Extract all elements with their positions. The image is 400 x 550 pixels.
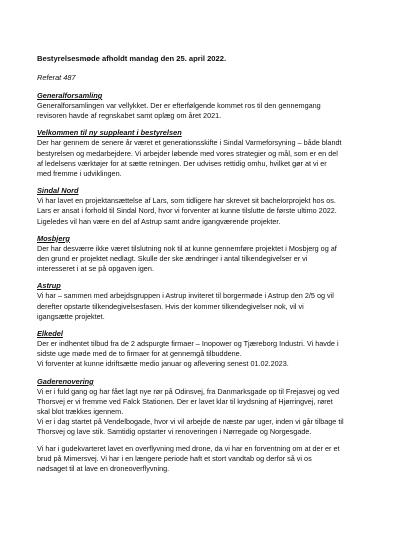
paragraph-line: Generalforsamlingen var vellykket. Der er efterfølgende kommet ros til den gennemgang <box>37 101 321 110</box>
paragraph-line: Vi er i fuld gang og har fået lagt nye rør på Odinsvej, fra Danmarksgade op til Frejasvej og ved <box>37 386 340 396</box>
section-generalforsamling <box>37 91 364 121</box>
paragraph-line: Lars er ansat i forhold til Sindal Nord, hvor vi forventer at kunne tilslutte de første ultimo 2022. <box>37 206 337 216</box>
paragraph-line: med fremme i udviklingen. <box>37 169 122 179</box>
section-heading: Sindal Nord <box>37 186 79 196</box>
paragraph-line: Vi forventer at kunne idriftsætte medio januar og aflevering senest 01.02.2023. <box>37 359 289 369</box>
section-heading: Velkommen til ny suppleant i bestyrelsen <box>37 128 182 138</box>
section-elkedel <box>37 329 364 370</box>
section-heading: Mosbjerg <box>37 233 70 243</box>
paragraph-line: Thorsvej er vi fremme ved Falck Stationen. Der er lavet klar til krydsning af Hjørringvej, røret <box>37 396 333 406</box>
section-mosbjerg <box>37 234 364 275</box>
paragraph-line: bestyrelsen og medarbejdere. Vi arbejder løbende med vores strategier og mål, som er en del <box>37 148 338 158</box>
paragraph-line: Vi har – sammen med arbejdsgruppen i Astrup inviteret til borgermøde i Astrup den 2/5 og vil <box>37 291 334 301</box>
paragraph-line: Vi er i dag startet på Vendelbogade, hvor vi vil arbejde de næste par uger, inden vi går tilbage til <box>37 417 344 427</box>
paragraph-line: revisoren havde af regnskabet samt oplæg om året 2021. <box>37 111 222 121</box>
paragraph-line: brud på Mimersvej. Vi har i en længere periode haft et stort vandtab og derfor så vi os <box>37 453 312 463</box>
section-gaderenovering <box>37 377 364 475</box>
paragraph-line: sidste uge møde med de to firmaer for at gennemgå tilbuddene. <box>37 349 242 359</box>
paragraph-line: derefter opstarte tilkendegivelsesfasen. Hvis der kommer tilkendegivelser nok, vil vi <box>37 301 304 311</box>
paragraph-line: igangsætte projektet. <box>37 311 105 321</box>
paragraph-line: Thorsvej og lave stik. Samtidig opstarter vi renoveringen i Nørregade og Norgesgade. <box>37 427 312 437</box>
section-heading: Generalforsamling <box>37 91 103 100</box>
paragraph-line: den grund er projektet nedlagt. Skulle der ske ændringer i antal tilkendegivelser er vi <box>37 254 308 264</box>
section-heading: Elkedel <box>37 329 63 339</box>
section-velkommen-suppleant <box>37 128 364 179</box>
section-astrup <box>37 281 364 322</box>
paragraph-line: Der har desværre ikke været tilslutning nok til at kunne gennemføre projektet i Mosbjerg og af <box>37 243 337 253</box>
paragraph-line: nødsaget til at lave en droneoverflyvning. <box>37 464 170 474</box>
section-heading: Astrup <box>37 281 61 291</box>
paragraph-line: interesseret i at se på opgaven igen. <box>37 264 154 274</box>
paragraph-line: Vi har lavet en projektansættelse af Lars, som tidligere har skrevet sit bachelorprojekt hos os. <box>37 196 336 206</box>
section-sindal-nord <box>37 186 364 227</box>
referat-number: Referat 487 <box>37 73 76 82</box>
section-heading: Gaderenovering <box>37 376 94 386</box>
paragraph-line: Vi har i gudekvarteret lavet en overflyvning med drone, da vi har en forventning om at der er et <box>37 443 340 453</box>
document-title: Bestyrelsesmøde afholdt mandag den 25. april 2022. <box>37 54 227 63</box>
paragraph-line: af ledelsens værktøjer for at sætte retningen. Der udvises rettidig omhu, hvilket gør at vi er <box>37 158 327 168</box>
paragraph-line: Der er indhentet tilbud fra de 2 adspurgte firmaer – Inopower og Tjæreborg Industri. Vi havde i <box>37 339 339 349</box>
paragraph-line: Ligeledes vil han være en del af Astrup samt andre igangværende projekter. <box>37 216 281 226</box>
paragraph-line: skal blot trækkes igennem. <box>37 407 124 417</box>
paragraph-line: Der har gennem de senere år været et generationsskifte i Sindal Varmeforsyning – både blandt <box>37 138 342 148</box>
